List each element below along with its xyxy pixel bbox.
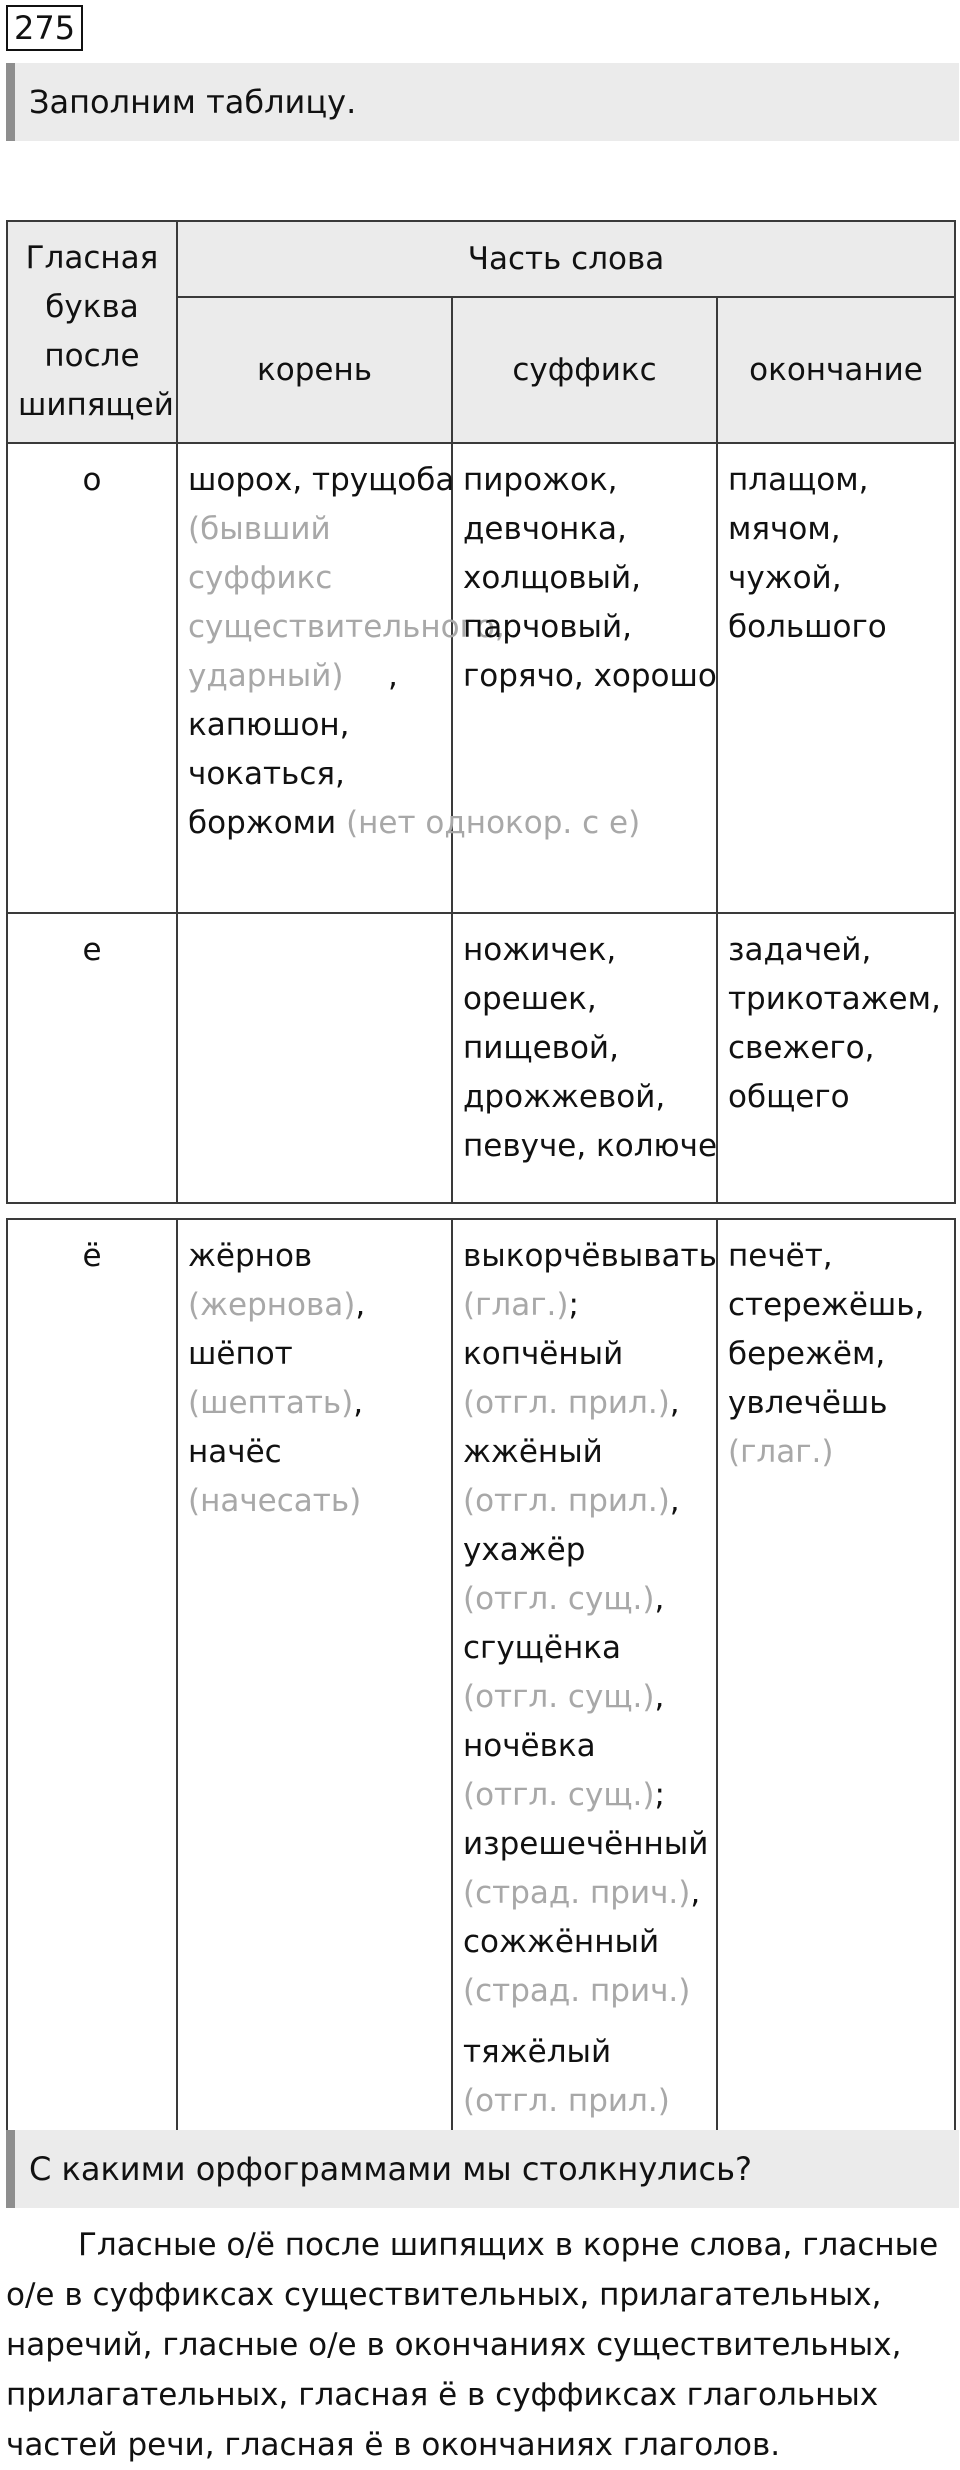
task-number: 275 [6, 5, 83, 51]
header-suffix: суффикс [452, 297, 717, 443]
intro-bar [6, 63, 959, 141]
question-bar [6, 2130, 959, 2208]
header-vowel: Гласная буква после шипящей [7, 221, 177, 443]
header-word-part: Часть слова [177, 221, 955, 297]
table-row-e [7, 913, 955, 1203]
table-row-yo [7, 1219, 955, 2139]
root-cell: жёрнов (жернова), шёпот (шептать), начёс (начесать) [177, 1219, 452, 2139]
ending-cell: печёт, стережёшь, бережём, увлечёшь (глаг.) [717, 1219, 955, 2139]
header-root: корень [177, 297, 452, 443]
suffix-cell: ножичек, орешек, пищевой, дрожжевой, певуче, колюче [452, 913, 717, 1203]
intro-text: Заполним таблицу. [29, 83, 357, 121]
suffix-cell: выкорчёвывать (глаг.); копчёный (отгл. прил.), жжёный (отгл. прил.), ухажёр (отгл. сущ.), сгущёнка (отгл. сущ.), ночёвка (отгл. сущ.); изрешечённый (страд. прич.), сожжённый (страд. прич.) тяжёлый (отгл. прил.) [452, 1219, 717, 2139]
question-text: С какими орфограммами мы столкнулись? [29, 2150, 752, 2188]
root-cell: шорох, трущоба (бывший суффикс существительного, ударный) , капюшон, чокаться, боржоми (нет однокор. с е) [177, 443, 452, 913]
vowels-table [6, 220, 956, 1204]
answer-paragraph: Гласные о/ё после шипящих в корне слова, гласные о/е в суффиксах существительных, прилагательных, наречий, гласные о/е в окончаниях существительных, прилагательных, гласная ё в суффиксах глагольных частей речи, гласная ё в окончаниях глаголов. [6, 2227, 939, 2463]
suffix-cell: пирожок, девчонка, холщовый, парчовый, горячо, хорошо [452, 443, 717, 913]
vowels-table-continued [6, 1218, 956, 2140]
ending-cell: задачей, трикотажем, свежего, общего [717, 913, 955, 1203]
root-cell [177, 913, 452, 1203]
table-row-o [7, 443, 955, 913]
header-ending: окончание [717, 297, 955, 443]
vowel-cell: ё [7, 1219, 177, 2139]
ending-cell: плащом, мячом, чужой, большого [717, 443, 955, 913]
vowel-cell: о [7, 443, 177, 913]
vowel-cell: е [7, 913, 177, 1203]
